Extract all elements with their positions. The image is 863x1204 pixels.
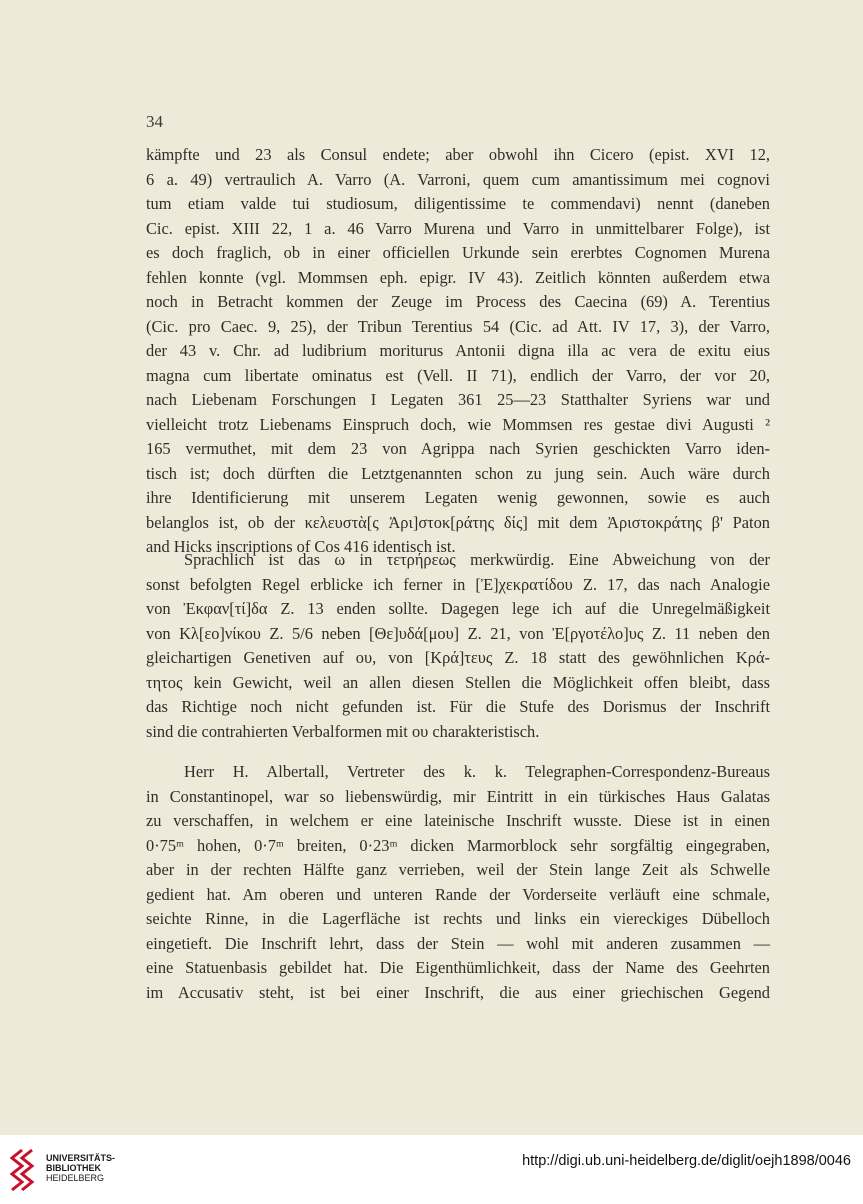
text-line: Cic. epist. XIII 22, 1 a. 46 Varro Murena und Varro in unmittelbarer Folge), ist (146, 218, 770, 238)
text-line: Sprachlich ist das ω in τετρήρεως merkwürdig. Eine Abweichung von der (184, 550, 770, 569)
library-name-line: UNIVERSITÄTS- (46, 1153, 116, 1163)
text-line: vielleicht trotz Liebenams Einspruch doch, wie Mommsen res gestae divi Augusti ² (146, 414, 770, 434)
text-line: 0·75ᵐ hohen, 0·7ᵐ breiten, 0·23ᵐ dicken Marmorblock sehr sorgfältig eingegraben, (146, 835, 770, 855)
text-line: sonst befolgten Regel erblicke ich ferner in [Ἐ]χεκρατίδου Z. 17, das nach Analogie (146, 574, 770, 594)
library-name (46, 1153, 115, 1183)
text-line: ihre Identificierung mit unserem Legaten wenig gewonnen, sowie es auch (146, 488, 770, 507)
text-line: Herr H. Albertall, Vertreter des k. k. Telegraphen-Correspondenz-Bureaus (184, 762, 770, 781)
text-line: 6 a. 49) vertraulich A. Varro (A. Varroni, quem cum amantissimum mei cognovi (146, 169, 770, 189)
library-name-line: HEIDELBERG (46, 1173, 105, 1183)
paragraph-1 (146, 143, 770, 560)
text-line: magna cum libertate ominatus est (Vell. II 71), endlich der Varro, der vor 20, (146, 365, 770, 385)
text-line: es doch fraglich, ob in einer officiellen Urkunde sein ererbtes Cognomen Murena (146, 243, 770, 262)
text-line: τητος kein Gewicht, weil an allen diesen Stellen die Möglichkeit offen bleibt, dass (146, 672, 770, 692)
text-line: von Ἐκφαν[τί]δα Z. 13 enden sollte. Dagegen lege ich auf die Unregelmäßigkeit (146, 599, 770, 618)
text-line: das Richtige noch nicht gefunden ist. Für die Stufe des Dorismus der Inschrift (146, 697, 770, 716)
source-url-link[interactable]: http://digi.ub.uni-heidelberg.de/diglit/oejh1898/0046 (522, 1153, 851, 1169)
text-line: tisch ist; doch dürften die Letztgenannten schon zu jung sein. Auch wäre durch (146, 463, 770, 483)
text-line: 165 vermuthet, mit dem 23 von Agrippa nach Syrien geschickten Varro iden- (146, 439, 770, 458)
text-line: (Cic. pro Caec. 9, 25), der Tribun Terentius 54 (Cic. ad Att. IV 17, 3), der Varro, (146, 316, 770, 336)
page-number: 34 (146, 112, 163, 131)
text-line: zu verschaffen, in welchem er eine lateinische Inschrift wusste. Diese ist in einen (146, 811, 770, 830)
text-line: and Hicks inscriptions of Cos 416 identisch ist. (146, 537, 456, 556)
text-line: gedient hat. Am oberen und unteren Rande der Vorderseite verläuft eine schmale, (146, 884, 770, 904)
text-line: sind die contrahierten Verbalformen mit ου charakteristisch. (146, 721, 540, 741)
text-line: der 43 v. Chr. ad ludibrium moriturus Antonii digna illa ac vera de exitu eius (146, 341, 770, 360)
text-line: eine Statuenbasis gebildet hat. Die Eigenthümlichkeit, dass der Name des Geehrten (146, 958, 770, 977)
text-line: im Accusativ steht, ist bei einer Inschrift, die aus einer griechischen Gegend (146, 982, 770, 1002)
library-name-line: BIBLIOTHEK (46, 1163, 101, 1173)
university-library-logo-icon (8, 1148, 36, 1192)
paragraph-2 (146, 548, 770, 744)
text-line: noch in Betracht kommen der Zeuge im Process des Caecina (69) A. Terentius (146, 292, 770, 311)
text-line: aber in der rechten Hälfte ganz verrieben, weil der Stein lange Zeit als Schwelle (146, 860, 770, 879)
text-line: in Constantinopel, war so liebenswürdig, mir Eintritt in ein türkisches Haus Galatas (146, 786, 770, 806)
text-line: tum etiam valde tui studiosum, diligentissime te commendavi) nennt (daneben (146, 194, 770, 213)
paragraph-3 (146, 760, 770, 1005)
footer-bar (0, 1135, 863, 1204)
text-line: seichte Rinne, in die Lagerfläche ist rechts und links ein viereckiges Dübelloch (146, 909, 770, 928)
text-line: belanglos ist, ob der κελευστὰ[ς Ἀρι]στοκ[ράτης δίς] mit dem Ἀριστοκράτης β' Paton (146, 512, 770, 532)
text-line: gleichartigen Genetiven auf ου, von [Κρά]τευς Z. 18 statt des gewöhnlichen Κρά- (146, 648, 770, 667)
text-line: kämpfte und 23 als Consul endete; aber obwohl ihn Cicero (epist. XVI 12, (146, 145, 770, 164)
text-line: von Κλ[εο]νίκου Z. 5/6 neben [Θε]υδά[μου] Z. 21, von Ἐ[ργοτέλο]υς Z. 11 neben den (146, 623, 770, 643)
text-line: fehlen konnte (vgl. Mommsen eph. epigr. IV 43). Zeitlich könnten außerdem etwa (146, 267, 770, 287)
text-line: eingetieft. Die Inschrift lehrt, dass der Stein — wohl mit anderen zusammen — (146, 933, 770, 953)
text-line: nach Liebenam Forschungen I Legaten 361 25—23 Statthalter Syriens war und (146, 390, 770, 409)
